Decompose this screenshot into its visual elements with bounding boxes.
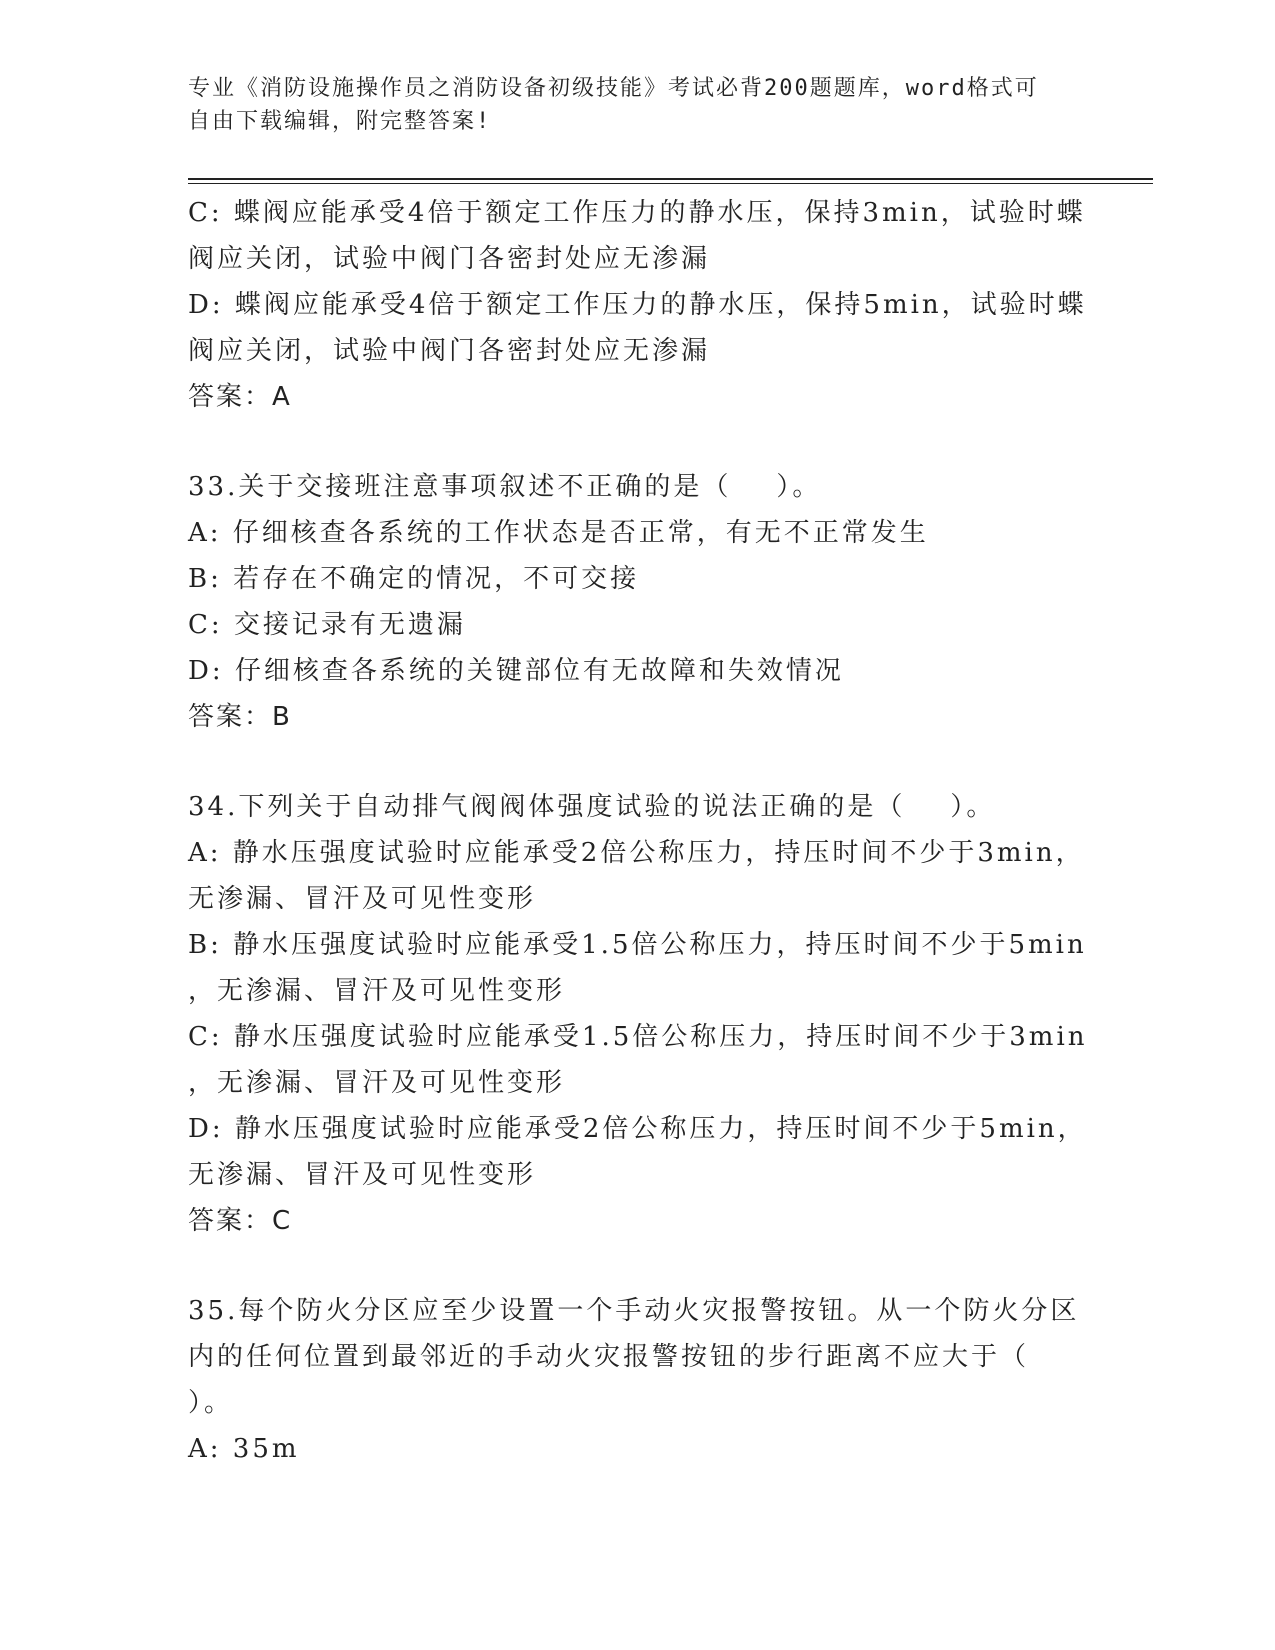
header-divider-thin xyxy=(188,183,1153,184)
q34-option-a-line-2: 无渗漏、冒汗及可见性变形 xyxy=(188,884,537,914)
q34-question: 34.下列关于自动排气阀阀体强度试验的说法正确的是（ ）。 xyxy=(188,792,996,822)
q33-answer: 答案：B xyxy=(188,702,292,732)
q34-answer: 答案：C xyxy=(188,1206,293,1236)
q34-option-a-line-1: A: 静水压强度试验时应能承受2倍公称压力，持压时间不少于3min， xyxy=(188,838,1085,868)
q34-option-b-line-1: B: 静水压强度试验时应能承受1.5倍公称压力，持压时间不少于5min xyxy=(188,930,1087,960)
q34-option-d-line-2: 无渗漏、冒汗及可见性变形 xyxy=(188,1160,537,1190)
q35-question-line-2: 内的任何位置到最邻近的手动火灾报警按钮的步行距离不应大于（ xyxy=(188,1342,1030,1372)
q34-option-c-line-1: C: 静水压强度试验时应能承受1.5倍公称压力，持压时间不少于3min xyxy=(188,1022,1088,1052)
q35-question-line-3: ）。 xyxy=(188,1388,234,1418)
spacer xyxy=(188,420,1088,464)
q34-option-d-line-1: D: 静水压强度试验时应能承受2倍公称压力，持压时间不少于5min， xyxy=(188,1114,1087,1144)
q35-question-line-1: 35.每个防火分区应至少设置一个手动火灾报警按钮。从一个防火分区 xyxy=(188,1296,1080,1326)
header-line-1: 专业《消防设施操作员之消防设备初级技能》考试必背200题题库，word格式可 xyxy=(188,76,1039,101)
q33-option-b: B: 若存在不确定的情况，不可交接 xyxy=(188,564,640,594)
q35-option-a: A: 35m xyxy=(188,1434,300,1464)
q34-option-c-line-2: ，无渗漏、冒汗及可见性变形 xyxy=(188,1068,566,1098)
prev-option-d-line-2: 阀应关闭，试验中阀门各密封处应无渗漏 xyxy=(188,336,711,366)
prev-answer: 答案：A xyxy=(188,382,292,412)
header-divider-thick xyxy=(188,178,1153,180)
prev-option-d-line-1: D: 蝶阀应能承受4倍于额定工作压力的静水压，保持5min，试验时蝶 xyxy=(188,290,1087,320)
header-line-2: 自由下载编辑，附完整答案! xyxy=(188,109,492,134)
q33-question: 33.关于交接班注意事项叙述不正确的是（ ）。 xyxy=(188,472,822,502)
prev-option-c-line-2: 阀应关闭，试验中阀门各密封处应无渗漏 xyxy=(188,244,711,274)
q33-option-c: C: 交接记录有无遗漏 xyxy=(188,610,466,640)
prev-option-c-line-1: C: 蝶阀应能承受4倍于额定工作压力的静水压，保持3min，试验时蝶 xyxy=(188,198,1086,228)
document-header xyxy=(188,72,1088,138)
q34-option-b-line-2: ，无渗漏、冒汗及可见性变形 xyxy=(188,976,566,1006)
q33-option-d: D: 仔细核查各系统的关键部位有无故障和失效情况 xyxy=(188,656,844,686)
spacer xyxy=(188,740,1088,784)
q33-option-a: A: 仔细核查各系统的工作状态是否正常，有无不正常发生 xyxy=(188,518,929,548)
document-body xyxy=(188,190,1088,1472)
spacer xyxy=(188,1244,1088,1288)
